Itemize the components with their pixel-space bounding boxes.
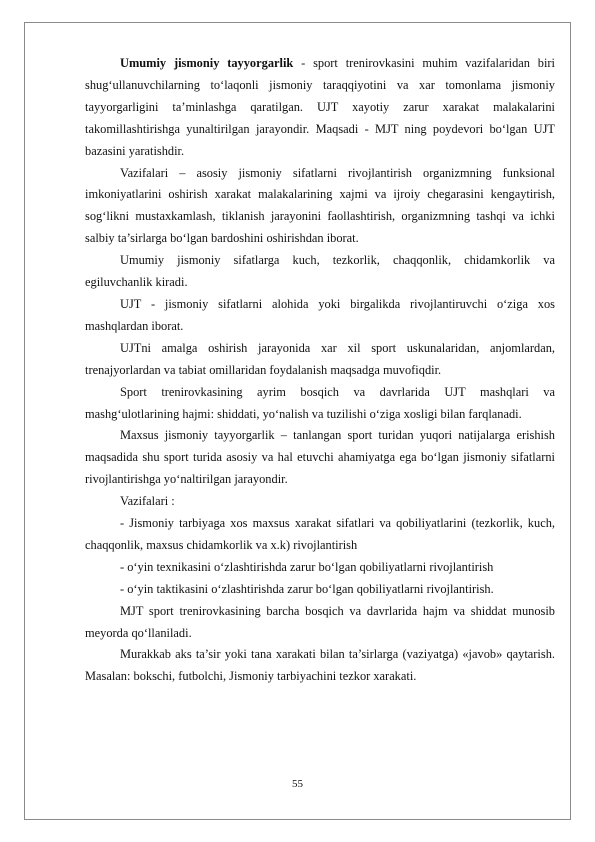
paragraph-mjt-definition: Maxsus jismoniy tayyorgarlik – tanlangan sport turidan yuqori natijalarga erishish maqsadida shu sport turida asosiy va hal etuvchi ahamiyatga ega bo‘lgan jismoniy sifatlarni rivojlantirishga yo‘naltirilgan jarayondir. [85,428,555,487]
paragraph-mjt-meyor: MJT sport trenirovkasining barcha bosqich va davrlarida hajm va shiddat munosib meyorda qo‘llaniladi. [85,603,555,640]
paragraph-vazifalari: Vazifalari – asosiy jismoniy sifatlarni rivojlantirish organizmning funksional imkoniyatlarini oshirish xarakat malakalarining xajmi va ijroiy chegarasini kengaytirish, sog‘likni mustaxkamlash, tiklanish jarayonini faollashtirish, organizmning tashqi va ichki salbiy ta’sirlarga bo‘lgan bardoshini oshirishdan iborat. [85,165,555,246]
list-item-texnika: - o‘yin texnikasini o‘zlashtirishda zarur bo‘lgan qobiliyatlarni rivojlantirish [120,559,494,574]
paragraph-ujt-mashqlar: UJT - jismoniy sifatlarni alohida yoki birgalikda rivojlantiruvchi o‘ziga xos mashqlardan iborat. [85,296,555,333]
paragraph-text: - sport trenirovkasini muhim vazifalaridan biri shug‘ullanuvchilarning to‘laqonli jismoniy taraqqiyotini va xar tomonlama jismoniy tayyorgarligini ta’minlashga qaratilgan. UJT xayotiy zarur xarakat malakalarini takomillashtirishga yunaltirilgan jarayondir. Maqsadi - MJT ning poydevori bo‘lgan UJT bazasini yaratishdir. [85,56,555,158]
paragraph-ujt-definition [85,53,555,163]
paragraph-sifatlar: Umumiy jismoniy sifatlarga kuch, tezkorlik, chaqqonlik, chidamkorlik va egiluvchanlik kiradi. [85,253,555,290]
document-body [85,53,555,688]
list-item-taktika: - o‘yin taktikasini o‘zlashtirishda zarur bo‘lgan qobiliyatlarni rivojlantirish. [120,581,494,596]
page-number: 55 [292,778,303,790]
paragraph-murakkab: Murakkab aks ta’sir yoki tana xarakati bilan ta’sirlarga (vaziyatga) «javob» qaytarish. Masalan: bokschi, futbolchi, Jismoniy tarbiyachini tezkor xarakati. [85,647,555,684]
paragraph-trenirovka-bosqich: Sport trenirovkasining ayrim bosqich va davrlarida UJT mashqlari va mashg‘ulotlarining hajmi: shiddati, yo‘nalish va tuzilishi o‘ziga xosligi bilan farqlanadi. [85,384,555,421]
paragraph-vazifalari-heading: Vazifalari : [120,494,175,509]
list-item-sifatlar: - Jismoniy tarbiyaga xos maxsus xarakat sifatlari va qobiliyatlarini (tezkorlik, kuch, chaqqonlik, maxsus chidamkorlik va x.k) rivojlantirish [85,516,555,552]
bold-term: Umumiy jismoniy tayyorgarlik [120,56,294,70]
paragraph-uskunalar: UJTni amalga oshirish jarayonida xar xil sport uskunalaridan, anjomlardan, trenajyorlardan va tabiat omillaridan foydalanish maqsadga muvofiqdir. [85,340,555,377]
